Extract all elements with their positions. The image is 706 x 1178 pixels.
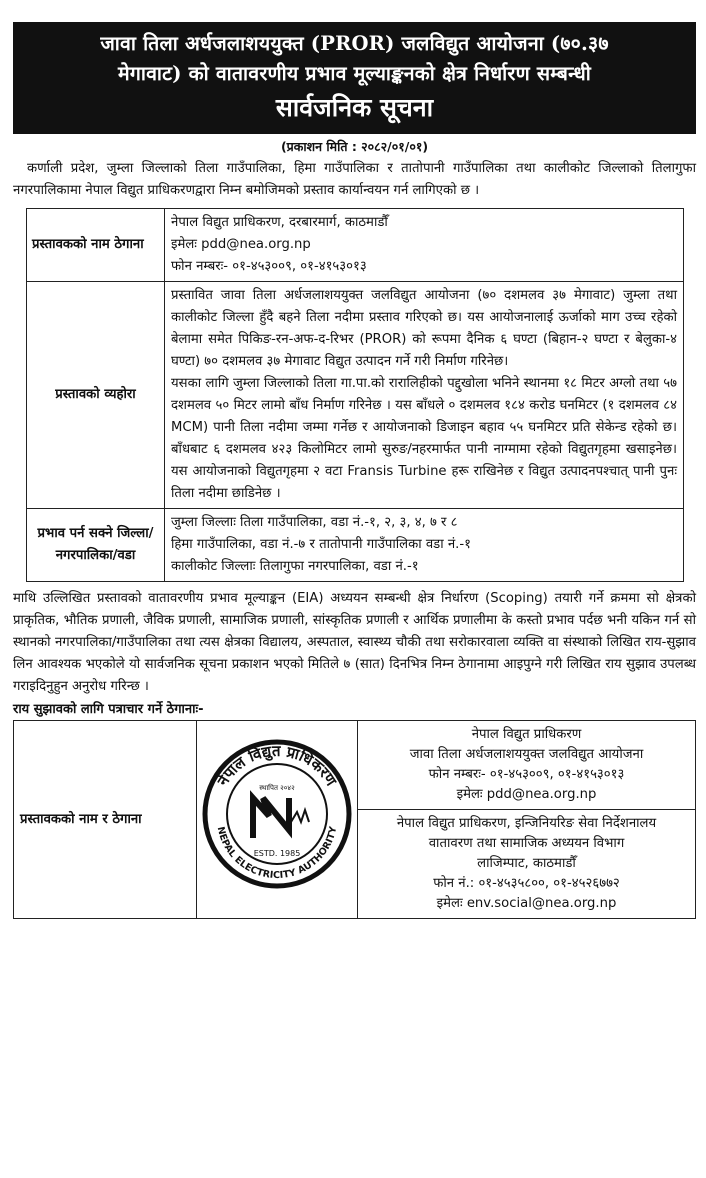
contact-box-1-line-2: जावा तिला अर्धजलाशययुक्त जलविद्युत आयोजना xyxy=(409,747,644,762)
notice-header xyxy=(13,22,696,134)
project-title-line-1: जावा तिला अर्धजलाशययुक्त (PROR) जलविद्युत आयोजना (७०.३७ xyxy=(100,32,609,55)
proposal-info-table xyxy=(26,208,684,582)
public-notice xyxy=(13,22,696,919)
logo-estd-en: ESTD. 1985 xyxy=(253,849,301,858)
affected-area-details xyxy=(165,509,684,582)
contact-box-environment xyxy=(358,810,696,919)
contact-box-2-line-4: फोन नं.: ०१-४५३५८००, ०१-४५२६७७२ xyxy=(433,876,620,891)
project-title-line-2: मेगावाट) को वातावरणीय प्रभाव मूल्याङ्कनको क्षेत्र निर्धारण सम्बन्धी xyxy=(118,62,591,85)
contact-box-2-line-2: वातावरण तथा सामाजिक अध्ययन विभाग xyxy=(428,836,625,851)
table-row xyxy=(27,509,684,582)
table-row xyxy=(14,721,696,810)
proposer-phone: फोन नम्बरः- ०१-४५३००९, ०१-४१५३०१३ xyxy=(171,259,367,274)
proposal-details xyxy=(165,282,684,509)
proposal-label: प्रस्तावको व्यहोरा xyxy=(27,282,165,509)
svg-text:नेपाल विद्युत प्राधिकरण xyxy=(213,742,341,790)
proposal-paragraph-1: प्रस्तावित जावा तिला अर्धजलाशययुक्त जलविद्युत आयोजना (७० दशमलव ३७ मेगावाट) जुम्ला तथा कालीकोट जिल्ला हुँदै बहने तिला नदीमा प्रस्ताव गरिएको छ। यस आयोजनालाई ऊर्जाको माग उच्च रहेको बेलामा समेत पिकिङ-रन-अफ-द-रिभर (PROR) को रूपमा दैनिक ६ घण्टा (बिहान-२ घण्टा र बेलुका-४ घण्टा) ७० दशमलव ३७ मेगावाट विद्युत उत्पादन गर्ने गरी निर्माण गरिनेछ। xyxy=(171,288,677,369)
logo-text-en: NEPAL ELECTRICITY AUTHORITY xyxy=(214,825,340,882)
contact-box-1-line-3: फोन नम्बरः- ०१-४५३००९, ०१-४१५३०१३ xyxy=(428,767,625,782)
nea-logo xyxy=(197,726,357,906)
contact-box-2-line-1: नेपाल विद्युत प्राधिकरण, इन्जिनियरिङ सेवा निर्देशनालय xyxy=(396,816,657,831)
contact-box-1-line-1: नेपाल विद्युत प्राधिकरण xyxy=(471,727,582,742)
proposer-email: इमेलः pdd@nea.org.np xyxy=(171,237,311,252)
tower-icon xyxy=(291,810,309,822)
lightning-icon xyxy=(253,798,289,838)
affected-line-2: हिमा गाउँपालिका, वडा नं.-७ र तातोपानी गाउँपालिका वडा नं.-१ xyxy=(171,537,471,552)
contact-box-project xyxy=(358,721,696,810)
affected-area-label: प्रभाव पर्न सक्ने जिल्ला/ नगरपालिका/वडा xyxy=(27,509,165,582)
table-row xyxy=(27,209,684,282)
logo-estd-np: स्थापित २०४२ xyxy=(259,784,295,792)
contact-label: प्रस्तावकको नाम र ठेगाना xyxy=(14,721,197,919)
proposer-details xyxy=(165,209,684,282)
affected-line-3: कालीकोट जिल्लाः तिलागुफा नगरपालिका, वडा नं.-१ xyxy=(171,559,419,574)
notice-body: माथि उल्लिखित प्रस्तावको वातावरणीय प्रभाव मूल्याङ्कन (EIA) अध्ययन सम्बन्धी क्षेत्र निर्धारण (Scoping) तयारी गर्ने क्रममा सो क्षेत्रको प्राकृतिक, भौतिक प्रणाली, जैविक प्रणाली, सामाजिक प्रणाली, सांस्कृतिक प्रणाली र आर्थिक प्रणालीमा के कस्तो प्रभाव पर्दछ भनी यकिन गर्न सो स्थानको नगरपालिका/गाउँपालिका तथा त्यस क्षेत्रका विद्यालय, अस्पताल, स्वास्थ्य चौकी तथा सरोकारवाला व्यक्ति वा संस्थाको लिखित राय-सुझाव लिन आवश्यक भएकोले यो सार्वजनिक सूचना प्रकाशन भएको मितिले ७ (सात) दिनभित्र निम्न ठेगानामा आइपुग्ने गरी लिखित राय सुझाव उपलब्ध गराइदिनुहुन अनुरोध गरिन्छ । xyxy=(13,591,696,694)
intro-paragraph: कर्णाली प्रदेश, जुम्ला जिल्लाको तिला गाउँपालिका, हिमा गाउँपालिका र तातोपानी गाउँपालिका तथा कालीकोट जिल्लाको तिलागुफा नगरपालिकामा नेपाल विद्युत प्राधिकरणद्वारा निम्न बमोजिमको प्रस्ताव कार्यान्वयन गर्न लागिएको छ । xyxy=(13,161,696,198)
notice-title: सार्वजनिक सूचना xyxy=(275,93,434,122)
table-row xyxy=(27,282,684,509)
affected-line-1: जुम्ला जिल्लाः तिला गाउँपालिका, वडा नं.-१, २, ३, ४, ७ र ८ xyxy=(171,515,458,530)
contact-table xyxy=(13,720,696,919)
publication-date: (प्रकाशन मिति : २०८२/०१/०१) xyxy=(280,139,429,154)
logo-text-np: नेपाल विद्युत प्राधिकरण xyxy=(213,741,341,789)
address-heading: राय सुझावको लागि पत्राचार गर्ने ठेगानाः- xyxy=(13,702,204,717)
contact-box-2-line-5: इमेलः env.social@nea.org.np xyxy=(436,896,617,911)
contact-box-2-line-3: लाजिम्पाट, काठमाडौँ xyxy=(477,856,576,871)
proposal-paragraph-2: यसका लागि जुम्ला जिल्लाको तिला गा.पा.को रारालिहीको पद्दुखोला भनिने स्थानमा १८ मिटर अग्लो तथा ५७ दशमलव ५० मिटर लामो बाँध निर्माण गरिनेछ । यस बाँधले ० दशमलव १८४ करोड घनमिटर (१ दशमलव ८४ MCM) पानी तिला नदीमा जम्मा गर्नेछ र आयोजनाको डिजाइन बहाव ५५ घनमिटर प्रति सेकेन्ड रहेको छ। बाँधबाट ६ दशमलव ४२३ किलोमिटर लामो सुरुङ/नहरमार्फत पानी नाग्मामा रहेको विद्युतगृहमा खसाइनेछ। यस आयोजनाको विद्युतगृहमा २ वटा Fransis Turbine हरू राखिनेछ र विद्युत उत्पादनपश्चात् पानी पुनः तिला नदीमा छाडिनेछ । xyxy=(171,376,677,501)
proposer-label: प्रस्तावकको नाम ठेगाना xyxy=(27,209,165,282)
proposer-name: नेपाल विद्युत प्राधिकरण, दरबारमार्ग, काठमाडौँ xyxy=(171,215,388,230)
logo-cell xyxy=(197,721,358,919)
contact-box-1-line-4: इमेलः pdd@nea.org.np xyxy=(456,787,597,802)
